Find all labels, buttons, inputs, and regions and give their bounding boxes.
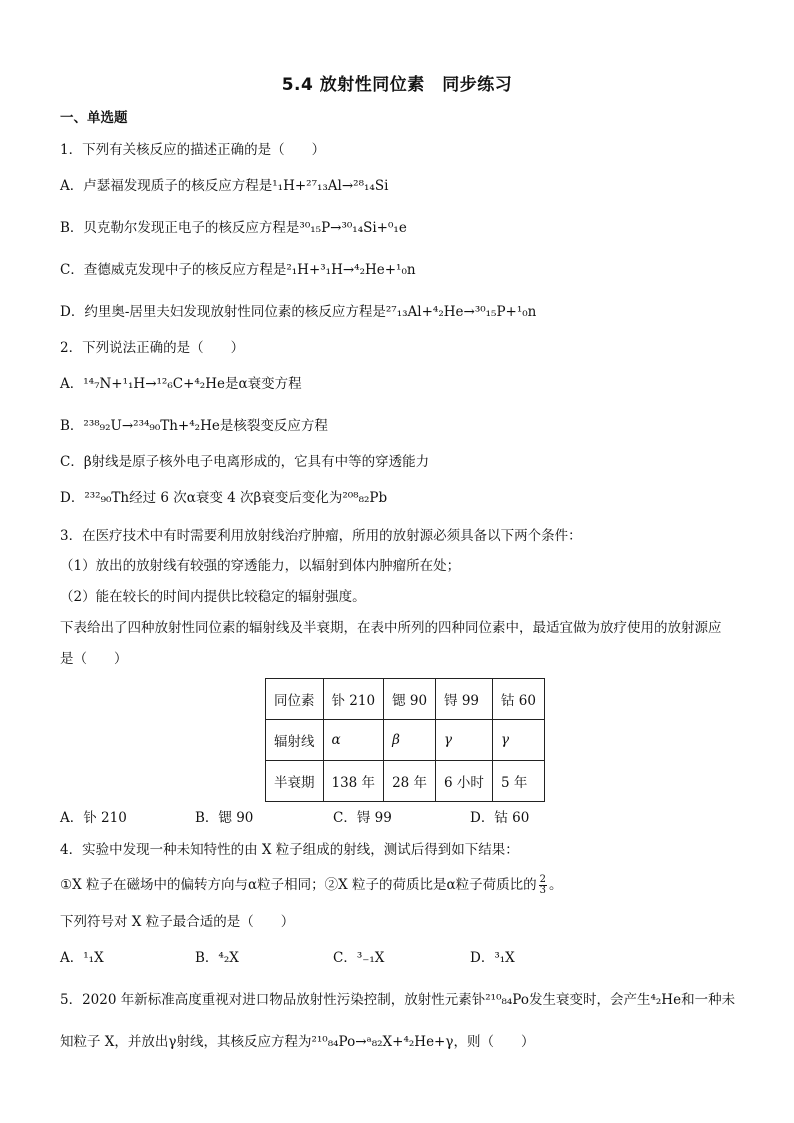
table-cell: 6 小时 [436, 761, 493, 802]
q4-option-b[interactable]: B．⁴₂X [195, 950, 239, 966]
q3-description: 下表给出了四种放射性同位素的辐射线及半衰期，在表中所列的四种同位素中，最适宜做为放疗使用的放射源应 [60, 620, 722, 636]
q5-po-symbol: ²¹⁰₈₄Po [485, 992, 529, 1008]
q2-d-equation-1: ²³²₉₀Th [84, 490, 130, 506]
q1-d-equation: ²⁷₁₃Al+⁴₂He→³⁰₁₅P+¹₀n [385, 304, 537, 320]
q1-stem: 1．下列有关核反应的描述正确的是（ ） [60, 142, 326, 158]
q5-equation: ²¹⁰₈₄Po→ᵃ₈₂X+⁴₂He+γ [311, 1034, 454, 1050]
q3-condition-1: （1）放出的放射线有较强的穿透能力，以辐射到体内肿瘤所在处； [60, 558, 461, 574]
table-cell: 钴 60 [492, 679, 544, 720]
table-cell: 钋 210 [323, 679, 384, 720]
q1-option-a[interactable] [60, 176, 388, 196]
q3-condition-2: （2）能在较长的时间内提供比较稳定的辐射强度。 [60, 589, 366, 605]
table-row-header: 同位素 [266, 679, 324, 720]
table-cell: β [384, 720, 436, 761]
table-row-header: 半衰期 [266, 761, 324, 802]
page-title: 5.4 放射性同位素 同步练习 [281, 75, 513, 95]
q1-d-text: D．约里奥-居里夫妇发现放射性同位素的核反应方程是 [60, 304, 386, 320]
q5-line-2: 知粒子 X，并放出γ射线，其核反应方程为²¹⁰₈₄Po→ᵃ₈₂X+⁴₂He+γ，则（ ） [60, 1034, 535, 1050]
q3-description-end: 是（ ） [60, 651, 128, 667]
q3-option-c[interactable]: C．锝 99 [333, 810, 392, 826]
q1-b-equation: ³⁰₁₅P→³⁰₁₄Si+⁰₁e [299, 220, 407, 236]
q2-d-text: 经过 6 次α衰变 4 次β衰变后变化为 [129, 490, 343, 506]
q2-a-equation: ¹⁴₇N+¹₁H→¹²₆C+⁴₂He [83, 376, 225, 392]
q4-option-a[interactable]: A．¹₁X [60, 950, 104, 966]
q2-b-equation: ²³⁸₉₂U→²³⁴₉₀Th+⁴₂He [83, 418, 220, 434]
q4-stem: 4．实验中发现一种未知特性的由 X 粒子组成的射线，测试后得到如下结果： [60, 842, 519, 858]
q4-result: ①X 粒子在磁场中的偏转方向与α粒子相同；②X 粒子的荷质比是α粒子荷质比的 $\frac{2}{3}$ 。 [60, 874, 563, 896]
section-heading: 一、单选题 [60, 110, 128, 126]
q3-option-a[interactable]: A．钋 210 [60, 810, 127, 826]
q1-c-equation: ²₁H+³₁H→⁴₂He+¹₀n [286, 262, 416, 278]
table-cell: γ [492, 720, 544, 761]
q3-stem: 3．在医疗技术中有时需要利用放射线治疗肿瘤，所用的放射源必须具备以下两个条件： [60, 528, 582, 544]
q1-c-text: C．查德威克发现中子的核反应方程是 [60, 262, 287, 278]
table-cell: 5 年 [492, 761, 544, 802]
table-row-header: 辐射线 [266, 720, 324, 761]
q1-option-d[interactable] [60, 302, 536, 322]
q2-a-text: 是α衰变方程 [224, 376, 302, 392]
table-cell: 28 年 [384, 761, 436, 802]
table-cell: 锶 90 [384, 679, 436, 720]
table-row [266, 679, 545, 720]
q1-option-c[interactable] [60, 260, 416, 280]
table-cell: α [323, 720, 384, 761]
isotope-table [265, 678, 545, 802]
q4-option-d[interactable]: D．³₁X [470, 950, 515, 966]
q2-option-d[interactable]: D．²³²₉₀Th经过 6 次α衰变 4 次β衰变后变化为²⁰⁸₈₂Pb [60, 490, 388, 506]
q2-option-a[interactable]: A．¹⁴₇N+¹₁H→¹²₆C+⁴₂He是α衰变方程 [60, 376, 302, 392]
q5-he-symbol: ⁴₂He [650, 992, 682, 1008]
q1-b-text: B．贝克勒尔发现正电子的核反应方程是 [60, 220, 300, 236]
q2-b-text: 是核裂变反应方程 [219, 418, 328, 434]
q4-ask: 下列符号对 X 粒子最合适的是（ ） [60, 914, 295, 930]
q1-a-equation: ¹₁H+²⁷₁₃Al→²⁸₁₄Si [272, 178, 389, 194]
q2-option-c[interactable]: C．β射线是原子核外电子电离形成的，它具有中等的穿透能力 [60, 454, 430, 470]
table-cell: 锝 99 [436, 679, 493, 720]
fraction: $\frac{2}{3}$ [539, 874, 547, 896]
table-row [266, 761, 545, 802]
q1-a-text: A．卢瑟福发现质子的核反应方程是 [60, 178, 273, 194]
q3-option-b[interactable]: B．锶 90 [195, 810, 254, 826]
q2-option-b[interactable]: B．²³⁸₉₂U→²³⁴₉₀Th+⁴₂He是核裂变反应方程 [60, 418, 328, 434]
q2-stem: 2．下列说法正确的是（ ） [60, 340, 245, 356]
q5-line-1: 5．2020 年新标准高度重视对进口物品放射性污染控制，放射性元素钋²¹⁰₈₄Po发生衰变时，会产生⁴₂He和一种未 [60, 992, 736, 1008]
table-cell: 138 年 [323, 761, 384, 802]
table-row [266, 720, 545, 761]
q3-option-d[interactable]: D．钴 60 [470, 810, 530, 826]
q1-option-b[interactable] [60, 218, 407, 238]
q4-option-c[interactable]: C．³₋₁X [333, 950, 385, 966]
table-cell: γ [436, 720, 493, 761]
q2-d-equation-2: ²⁰⁸₈₂Pb [342, 490, 388, 506]
